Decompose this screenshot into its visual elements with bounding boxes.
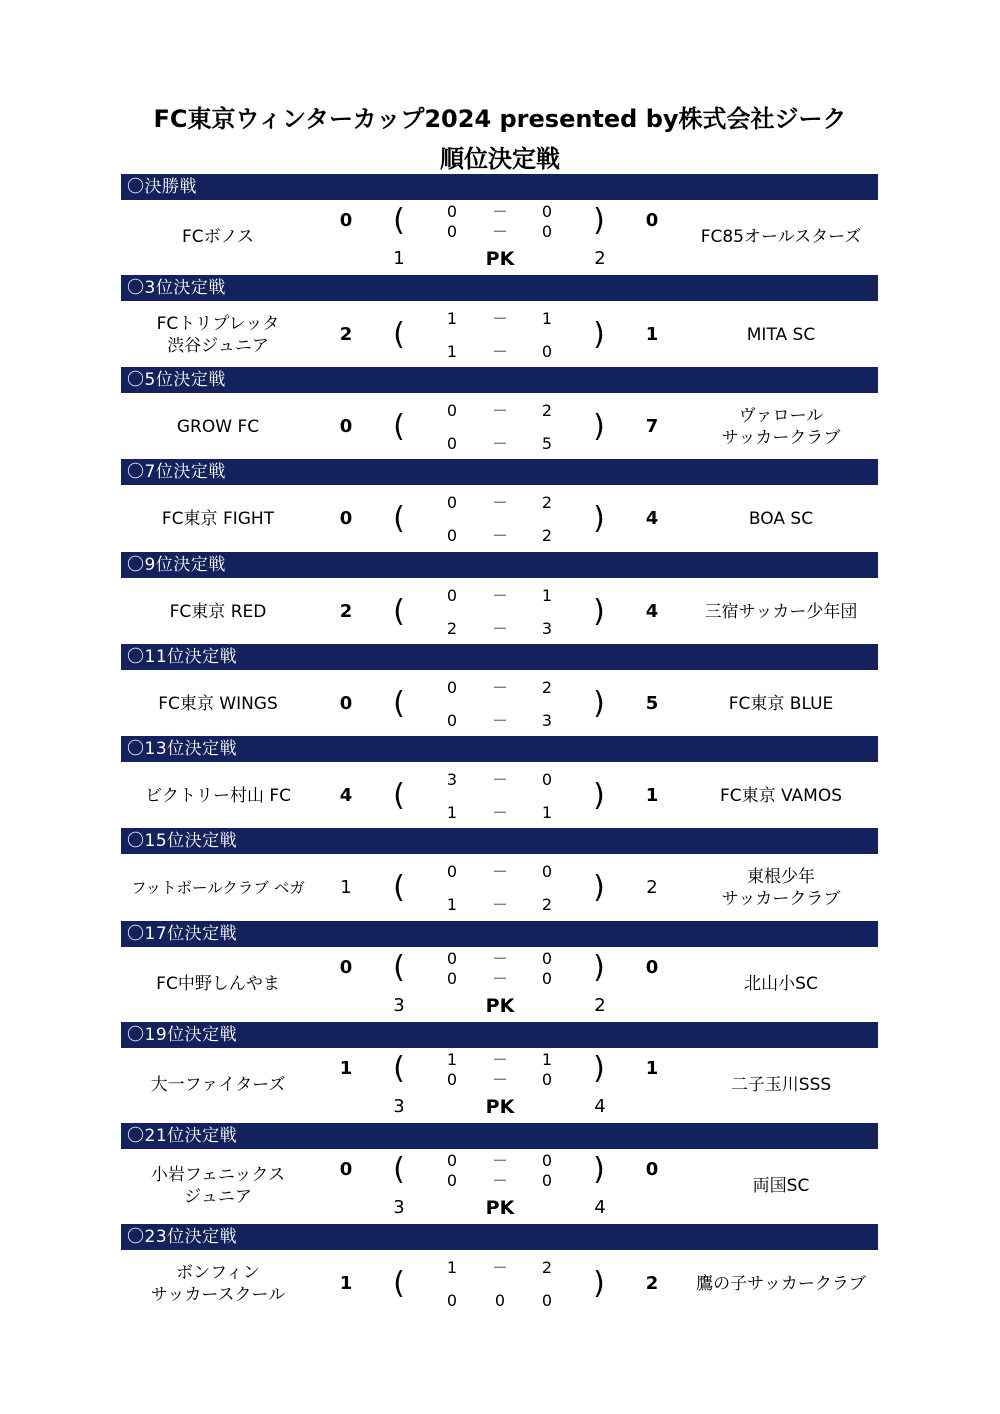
total-score-left: 1 (340, 877, 352, 898)
half1-dash: － (491, 309, 508, 328)
total-score-right: 0 (645, 957, 659, 978)
match-section (121, 921, 878, 1021)
half2-score-right: 2 (541, 895, 553, 914)
pk-score-left: 1 (393, 248, 405, 269)
half1-score-right: 2 (541, 1258, 553, 1277)
half2-dash: － (491, 526, 508, 545)
team-left: FCトリプレッタ 渋谷ジュニア (156, 314, 280, 356)
half2-score-right: 0 (541, 1291, 553, 1310)
half1-score-left: 0 (446, 202, 458, 221)
total-score-right: 0 (645, 210, 659, 231)
team-right: 東根少年 サッカークラブ (721, 867, 841, 909)
half1-score-right: 0 (541, 862, 553, 881)
total-score-left: 2 (339, 324, 353, 345)
half2-score-left: 2 (446, 619, 458, 638)
half1-score-left: 1 (446, 1258, 458, 1277)
half1-score-left: 0 (446, 493, 458, 512)
close-paren: ) (593, 594, 605, 629)
match-section (121, 828, 878, 920)
half1-score-right: 1 (541, 309, 553, 328)
match-header: 〇19位決定戦 (121, 1022, 878, 1048)
match-section (121, 275, 878, 367)
open-paren: ( (393, 870, 405, 905)
match-section (121, 1224, 878, 1316)
half1-score-right: 2 (541, 401, 553, 420)
open-paren: ( (393, 1266, 405, 1301)
total-score-right: 2 (646, 877, 658, 898)
match-section (121, 1022, 878, 1122)
total-score-right: 4 (645, 601, 659, 622)
open-paren: ( (393, 1051, 405, 1086)
match-header: 〇23位決定戦 (121, 1224, 878, 1250)
total-score-left: 0 (339, 957, 353, 978)
match-section (121, 736, 878, 828)
close-paren: ) (593, 950, 605, 985)
match-header: 〇3位決定戦 (121, 275, 878, 301)
close-paren: ) (593, 778, 605, 813)
half1-dash: － (491, 862, 508, 881)
half2-score-left: 0 (446, 526, 458, 545)
half1-score-left: 1 (446, 309, 458, 328)
half1-score-left: 0 (446, 678, 458, 697)
open-paren: ( (393, 594, 405, 629)
half1-score-right: 2 (541, 678, 553, 697)
half2-score-left: 1 (446, 803, 458, 822)
match-section (121, 644, 878, 736)
total-score-right: 1 (645, 785, 659, 806)
half2-score-left: 0 (446, 711, 458, 730)
total-score-left: 0 (339, 508, 353, 529)
close-paren: ) (593, 317, 605, 352)
total-score-right: 2 (645, 1273, 659, 1294)
half2-score-right: 3 (541, 711, 553, 730)
half1-score-left: 0 (446, 949, 458, 968)
half2-score-right: 0 (541, 1171, 553, 1190)
open-paren: ( (393, 501, 405, 536)
total-score-left: 1 (339, 1273, 353, 1294)
half2-dash: 0 (494, 1291, 506, 1310)
half1-score-right: 2 (541, 493, 553, 512)
half2-dash: － (491, 895, 508, 914)
total-score-left: 2 (339, 601, 353, 622)
match-section (121, 552, 878, 644)
team-left: 大一ファイターズ (150, 1075, 286, 1095)
half1-score-right: 1 (541, 1050, 553, 1069)
page-title: FC東京ウィンターカップ2024 presented by株式会社ジーク (153, 105, 847, 133)
half1-dash: － (491, 1151, 508, 1170)
half2-dash: － (491, 434, 508, 453)
half1-score-left: 0 (446, 586, 458, 605)
half1-score-left: 0 (446, 401, 458, 420)
team-right: 両国SC (752, 1176, 810, 1196)
half2-score-right: 0 (541, 222, 553, 241)
team-left: FC東京 FIGHT (161, 509, 275, 529)
pk-label: PK (485, 1096, 515, 1118)
open-paren: ( (393, 778, 405, 813)
close-paren: ) (593, 686, 605, 721)
half1-score-left: 3 (446, 770, 458, 789)
open-paren: ( (393, 409, 405, 444)
close-paren: ) (593, 870, 605, 905)
match-section (121, 174, 878, 274)
total-score-left: 0 (339, 693, 353, 714)
pk-label: PK (485, 995, 515, 1017)
team-right: 二子玉川SSS (730, 1075, 832, 1095)
close-paren: ) (593, 203, 605, 238)
open-paren: ( (393, 1152, 405, 1187)
total-score-left: 0 (339, 210, 353, 231)
team-left: FC中野しんやま (156, 974, 280, 994)
half2-dash: － (491, 222, 508, 241)
half1-score-left: 1 (446, 1050, 458, 1069)
total-score-left: 0 (339, 416, 353, 437)
team-left: 小岩フェニックス ジュニア (150, 1165, 286, 1207)
team-left: ビクトリー村山 FC (144, 786, 292, 806)
half2-score-right: 3 (541, 619, 553, 638)
match-header: 〇決勝戦 (121, 174, 878, 200)
team-left: FCボノス (182, 227, 254, 247)
match-header: 〇7位決定戦 (121, 459, 878, 485)
half2-dash: － (491, 619, 508, 638)
half1-score-right: 1 (541, 586, 553, 605)
match-header: 〇13位決定戦 (121, 736, 878, 762)
half1-score-left: 0 (446, 862, 458, 881)
half2-score-left: 0 (446, 222, 458, 241)
team-right: ヴァロール サッカークラブ (721, 406, 841, 448)
half1-dash: － (491, 678, 508, 697)
match-header: 〇5位決定戦 (121, 367, 878, 393)
half2-dash: － (491, 342, 508, 361)
team-left: FC東京 RED (169, 602, 267, 622)
half2-dash: － (491, 711, 508, 730)
half2-score-right: 0 (541, 969, 553, 988)
match-header: 〇11位決定戦 (121, 644, 878, 670)
team-right: FC85オールスターズ (700, 227, 862, 247)
total-score-right: 5 (645, 693, 659, 714)
half2-score-right: 1 (541, 803, 553, 822)
page-subtitle: 順位決定戦 (440, 145, 560, 173)
half2-dash: － (491, 1171, 508, 1190)
open-paren: ( (393, 950, 405, 985)
half2-score-right: 5 (541, 434, 553, 453)
half1-dash: － (491, 493, 508, 512)
pk-score-right: 2 (594, 995, 606, 1016)
half1-score-right: 0 (541, 202, 553, 221)
close-paren: ) (593, 501, 605, 536)
pk-score-right: 2 (594, 248, 606, 269)
half1-dash: － (491, 770, 508, 789)
pk-score-right: 4 (594, 1096, 606, 1117)
match-section (121, 459, 878, 551)
pk-score-left: 3 (393, 995, 405, 1016)
half1-dash: － (491, 202, 508, 221)
half2-dash: － (491, 969, 508, 988)
pk-label: PK (485, 1197, 515, 1219)
total-score-left: 0 (339, 1159, 353, 1180)
match-header: 〇17位決定戦 (121, 921, 878, 947)
half2-score-left: 0 (446, 1070, 458, 1089)
team-right: FC東京 BLUE (728, 694, 834, 714)
team-left: FC東京 WINGS (158, 694, 278, 714)
total-score-right: 1 (645, 1058, 659, 1079)
half2-score-right: 0 (541, 1070, 553, 1089)
team-left: フットボールクラブ ベガ (131, 879, 305, 897)
match-header: 〇21位決定戦 (121, 1123, 878, 1149)
open-paren: ( (393, 317, 405, 352)
half1-score-right: 0 (541, 770, 553, 789)
half2-dash: － (491, 1070, 508, 1089)
half1-dash: － (491, 1258, 508, 1277)
half1-dash: － (491, 1050, 508, 1069)
half1-dash: － (491, 586, 508, 605)
total-score-left: 1 (339, 1058, 353, 1079)
total-score-right: 4 (645, 508, 659, 529)
open-paren: ( (393, 203, 405, 238)
team-right: FC東京 VAMOS (719, 786, 843, 806)
team-left: GROW FC (176, 417, 260, 437)
half2-score-left: 1 (446, 342, 458, 361)
half1-score-left: 0 (446, 1151, 458, 1170)
total-score-right: 1 (645, 324, 659, 345)
match-section (121, 367, 878, 459)
pk-score-right: 4 (594, 1197, 606, 1218)
match-section (121, 1123, 878, 1223)
pk-score-left: 3 (393, 1096, 405, 1117)
team-right: 三宿サッカー少年団 (704, 602, 858, 622)
open-paren: ( (393, 686, 405, 721)
team-right: MITA SC (746, 325, 816, 345)
half2-score-left: 0 (446, 1171, 458, 1190)
total-score-left: 4 (339, 785, 353, 806)
total-score-right: 7 (645, 416, 659, 437)
close-paren: ) (593, 1266, 605, 1301)
pk-label: PK (485, 248, 515, 270)
half2-score-left: 0 (446, 1291, 458, 1310)
team-right: 北山小SC (744, 974, 818, 994)
half2-score-left: 0 (446, 969, 458, 988)
half2-score-left: 0 (446, 434, 458, 453)
half1-score-right: 0 (541, 949, 553, 968)
half1-dash: － (491, 401, 508, 420)
team-left: ボンフィン サッカースクール (150, 1263, 286, 1305)
half2-dash: － (491, 803, 508, 822)
close-paren: ) (593, 1051, 605, 1086)
pk-score-left: 3 (393, 1197, 405, 1218)
half2-score-right: 2 (541, 526, 553, 545)
match-header: 〇9位決定戦 (121, 552, 878, 578)
half1-score-right: 0 (541, 1151, 553, 1170)
team-right: 鷹の子サッカークラブ (696, 1274, 866, 1294)
half2-score-right: 0 (541, 342, 553, 361)
close-paren: ) (593, 409, 605, 444)
half2-score-left: 1 (446, 895, 458, 914)
match-header: 〇15位決定戦 (121, 828, 878, 854)
team-right: BOA SC (748, 509, 814, 529)
close-paren: ) (593, 1152, 605, 1187)
total-score-right: 0 (645, 1159, 659, 1180)
half1-dash: － (491, 949, 508, 968)
